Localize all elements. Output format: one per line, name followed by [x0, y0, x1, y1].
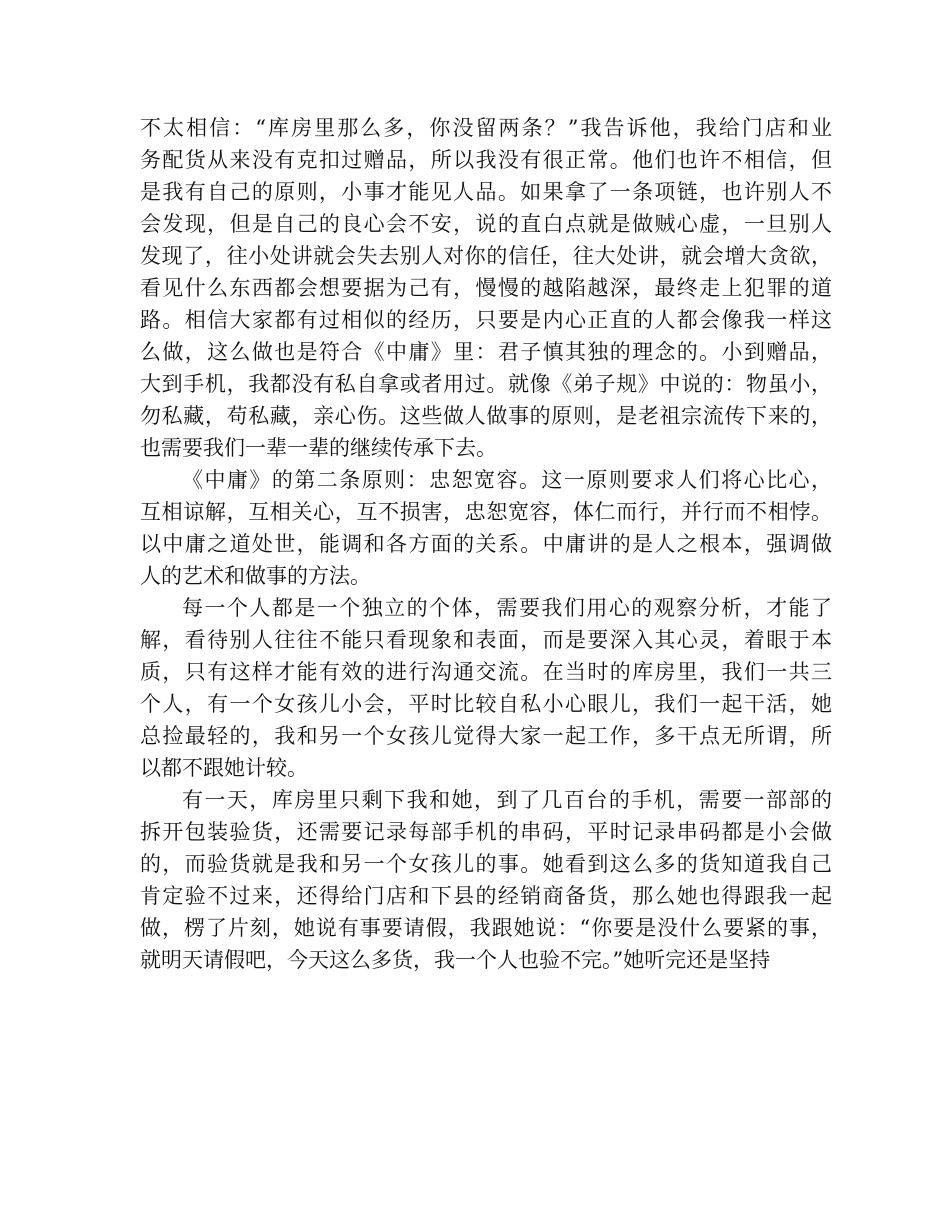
text-line: 人的艺术和做事的方法。: [140, 564, 371, 588]
text-line: 做，楞了片刻，她说有事要请假，我跟她说：“你要是没什么要紧的事，: [140, 916, 832, 940]
paragraph: [140, 112, 832, 464]
text-line: 总捡最轻的，我和另一个女孩儿觉得大家一起工作，多干点无所谓，所: [140, 724, 832, 748]
text-line: 就明天请假吧，今天这么多货，我一个人也验不完。”她听完还是坚持: [140, 948, 771, 972]
text-line: 发现了，往小处讲就会失去别人对你的信任，往大处讲，就会增大贪欲，: [140, 244, 832, 268]
text-line: 看见什么东西都会想要据为己有，慢慢的越陷越深，最终走上犯罪的道: [140, 276, 832, 300]
text-line: 拆开包装验货，还需要记录每部手机的串码，平时记录串码都是小会做: [140, 820, 832, 844]
text-line: 每一个人都是一个独立的个体，需要我们用心的观察分析，才能了: [182, 596, 832, 620]
text-line: 解，看待别人往往不能只看现象和表面，而是要深入其心灵，着眼于本: [140, 628, 832, 652]
text-line: 以中庸之道处世，能调和各方面的关系。中庸讲的是人之根本，强调做: [140, 532, 832, 556]
body-text: [140, 112, 832, 976]
text-line: 勿私藏，苟私藏，亲心伤。这些做人做事的原则，是老祖宗流传下来的，: [140, 404, 832, 428]
text-line: 以都不跟她计较。: [140, 756, 308, 780]
paragraph: [140, 592, 832, 784]
text-line: 也需要我们一辈一辈的继续传承下去。: [140, 436, 497, 460]
text-line: 么做，这么做也是符合《中庸》里：君子慎其独的理念的。小到赠品，: [140, 340, 832, 364]
text-line: 《中庸》的第二条原则：忠恕宽容。这一原则要求人们将心比心，: [182, 468, 832, 492]
paragraph: [140, 464, 832, 592]
text-line: 肯定验不过来，还得给门店和下县的经销商备货，那么她也得跟我一起: [140, 884, 832, 908]
text-line: 不太相信：“库房里那么多，你没留两条？”我告诉他，我给门店和业: [140, 116, 832, 140]
text-line: 会发现，但是自己的良心会不安，说的直白点就是做贼心虚，一旦别人: [140, 212, 832, 236]
text-line: 大到手机，我都没有私自拿或者用过。就像《弟子规》中说的：物虽小，: [140, 372, 832, 396]
text-line: 的，而验货就是我和另一个女孩儿的事。她看到这么多的货知道我自己: [140, 852, 832, 876]
text-line: 务配货从来没有克扣过赠品，所以我没有很正常。他们也许不相信，但: [140, 148, 832, 172]
text-line: 个人，有一个女孩儿小会，平时比较自私小心眼儿，我们一起干活，她: [140, 692, 832, 716]
text-line: 互相谅解，互相关心，互不损害，忠恕宽容，体仁而行，并行而不相悖。: [140, 500, 832, 524]
text-line: 路。相信大家都有过相似的经历，只要是内心正直的人都会像我一样这: [140, 308, 832, 332]
text-line: 有一天，库房里只剩下我和她，到了几百台的手机，需要一部部的: [182, 788, 832, 812]
text-line: 质，只有这样才能有效的进行沟通交流。在当时的库房里，我们一共三: [140, 660, 832, 684]
text-line: 是我有自己的原则，小事才能见人品。如果拿了一条项链，也许别人不: [140, 180, 832, 204]
paragraph: [140, 784, 832, 976]
